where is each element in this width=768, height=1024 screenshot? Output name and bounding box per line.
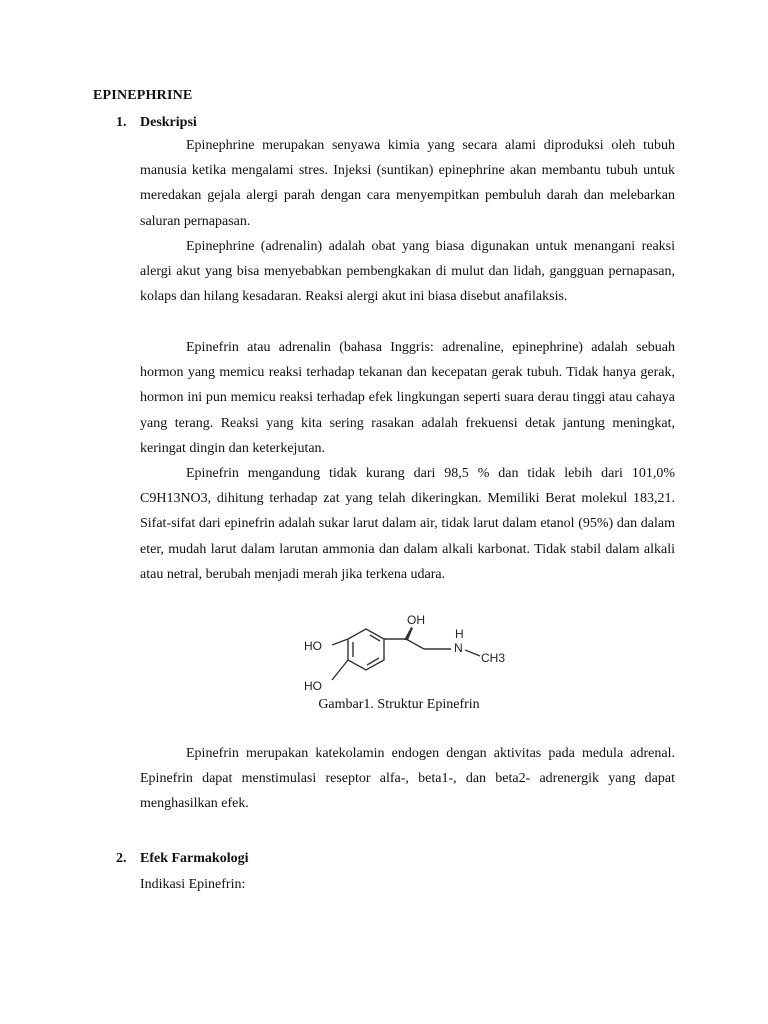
epinephrine-structure-figure bbox=[300, 612, 520, 694]
figure-caption: Gambar1. Struktur Epinefrin bbox=[318, 697, 480, 712]
paragraph-description-1: Epinephrine merupakan senyawa kimia yang secara alami diproduksi oleh tubuh manusia ketika mengalami stres. Injeksi (suntikan) epinephrine akan membantu tubuh untuk meredakan gejala alergi parah dengan cara menyempitkan pembuluh darah dan melebarkan saluran pernapasan. bbox=[140, 138, 675, 229]
paragraph-description-2: Epinephrine (adrenalin) adalah obat yang biasa digunakan untuk menangani reaksi alergi akut yang bisa menyebabkan pembengkakan di mulut dan lidah, gangguan pernapasan, kolaps dan hilang kesadaran. Reaksi alergi akut ini biasa disebut anafilaksis. bbox=[140, 239, 675, 305]
label-h: H bbox=[455, 627, 464, 641]
paragraph-description-4: Epinefrin mengandung tidak kurang dari 98,5 % dan tidak lebih dari 101,0% C9H13NO3, dihitung terhadap zat yang telah dikeringkan. Memiliki Berat molekul 183,21. Sifat-sifat dari epinefrin adalah sukar larut dalam air, tidak larut dalam etanol (95%) dan dalam eter, mudah larut dalam larutan ammonia dan dalam alkali karbonat. Tidak stabil dalam alkali atau netral, berubah menjadi merah jika terkena udara. bbox=[140, 466, 675, 582]
section-1-title: Deskripsi bbox=[140, 115, 197, 130]
paragraph-description-3: Epinefrin atau adrenalin (bahasa Inggris: adrenaline, epinephrine) adalah sebuah hormon yang memicu reaksi terhadap tekanan dan kecepatan gerak tubuh. Tidak hanya gerak, hormon ini pun memicu reaksi terhadap efek lingkungan seperti suara derau tinggi atau cahaya yang terang. Reaksi yang kita sering rasakan adalah frekuensi detak jantung meningkat, keringat dingin dan keterkejutan. bbox=[140, 340, 675, 456]
section-2-heading bbox=[116, 850, 249, 868]
label-ho-upper: HO bbox=[304, 639, 322, 653]
label-n: N bbox=[454, 641, 463, 655]
label-ho-lower: HO bbox=[304, 679, 322, 693]
section-2-title: Efek Farmakologi bbox=[140, 851, 249, 866]
section-2-number: 2. bbox=[116, 851, 127, 866]
indikasi-line: Indikasi Epinefrin: bbox=[140, 877, 246, 892]
label-oh: OH bbox=[407, 613, 425, 627]
label-ch3: CH3 bbox=[481, 651, 506, 665]
section-1-number: 1. bbox=[116, 115, 127, 130]
document-title: EPINEPHRINE bbox=[93, 88, 193, 103]
section-1-heading bbox=[116, 114, 197, 132]
wedge-bond bbox=[404, 627, 413, 640]
paragraph-catecholamine: Epinefrin merupakan katekolamin endogen dengan aktivitas pada medula adrenal. Epinefrin dapat menstimulasi reseptor alfa-, beta1-, dan beta2- adrenergik yang dapat menghasilkan efek. bbox=[140, 746, 675, 812]
